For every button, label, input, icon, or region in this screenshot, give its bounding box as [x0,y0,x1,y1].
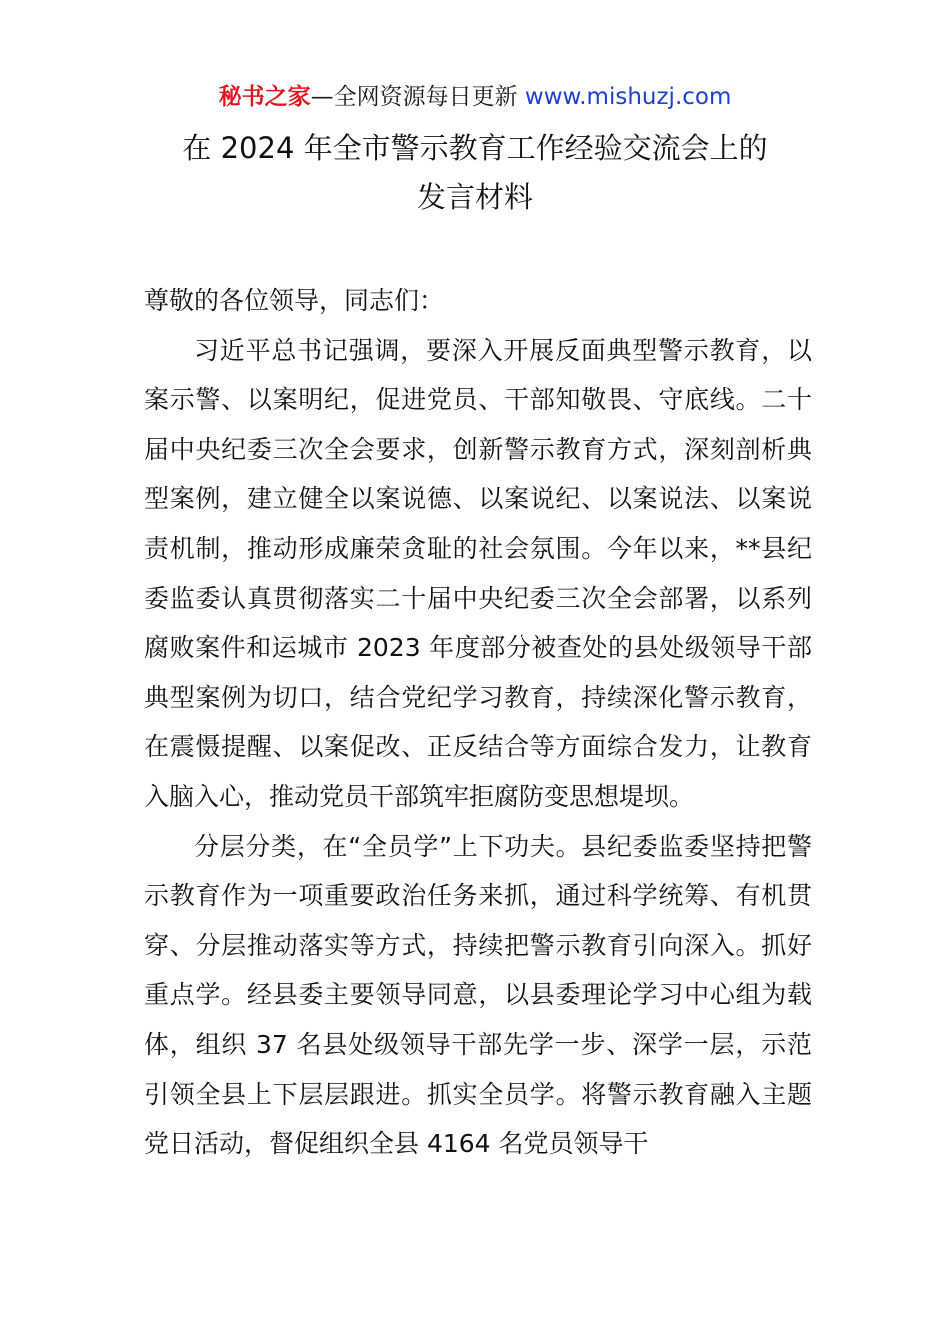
paragraph-2: 分层分类，在“全员学”上下功夫。县纪委监委坚持把警示教育作为一项重要政治任务来抓，通过科学统筹、有机贯穿、分层推动落实等方式，持续把警示教育引向深入。抓好重点学。经县委主要领导同意，以县委理论学习中心组为载体，组织 37 名县处级领导干部先学一步、深学一层，示范引领全县上下层层跟进。抓实全员学。将警示教育融入主题党日活动，督促组织全县 4164 名党员领导干 [144,831,812,1159]
title-line-2: 发言材料 [416,180,533,214]
document-body [144,276,812,1169]
title-line-1: 在 2024 年全市警示教育工作经验交流会上的 [182,131,768,165]
header-slogan: —全网资源每日更新 [310,84,525,110]
salutation: 尊敬的各位领导，同志们： [144,286,445,315]
paragraph-1: 习近平总书记强调，要深入开展反面典型警示教育，以案示警、以案明纪，促进党员、干部知敬畏、守底线。二十届中央纪委三次全会要求，创新警示教育方式，深刻剖析典型案例，建立健全以案说德、以案说纪、以案说法、以案说责机制，推动形成廉荣贪耻的社会氛围。今年以来，**县纪委监委认真贯彻落实二十届中央纪委三次全会部署，以系列腐败案件和运城市 2023 年度部分被查处的县处级领导干部典型案例为切口，结合党纪学习教育，持续深化警示教育，在震慑提醒、以案促改、正反结合等方面综合发力，让教育入脑入心，推动党员干部筑牢拒腐防变思想堤坝。 [144,335,812,811]
site-url-link[interactable]: www.mishuzj.com [524,84,732,110]
brand-name: 秘书之家 [218,84,311,110]
document-title [100,124,850,222]
site-header [0,80,950,114]
